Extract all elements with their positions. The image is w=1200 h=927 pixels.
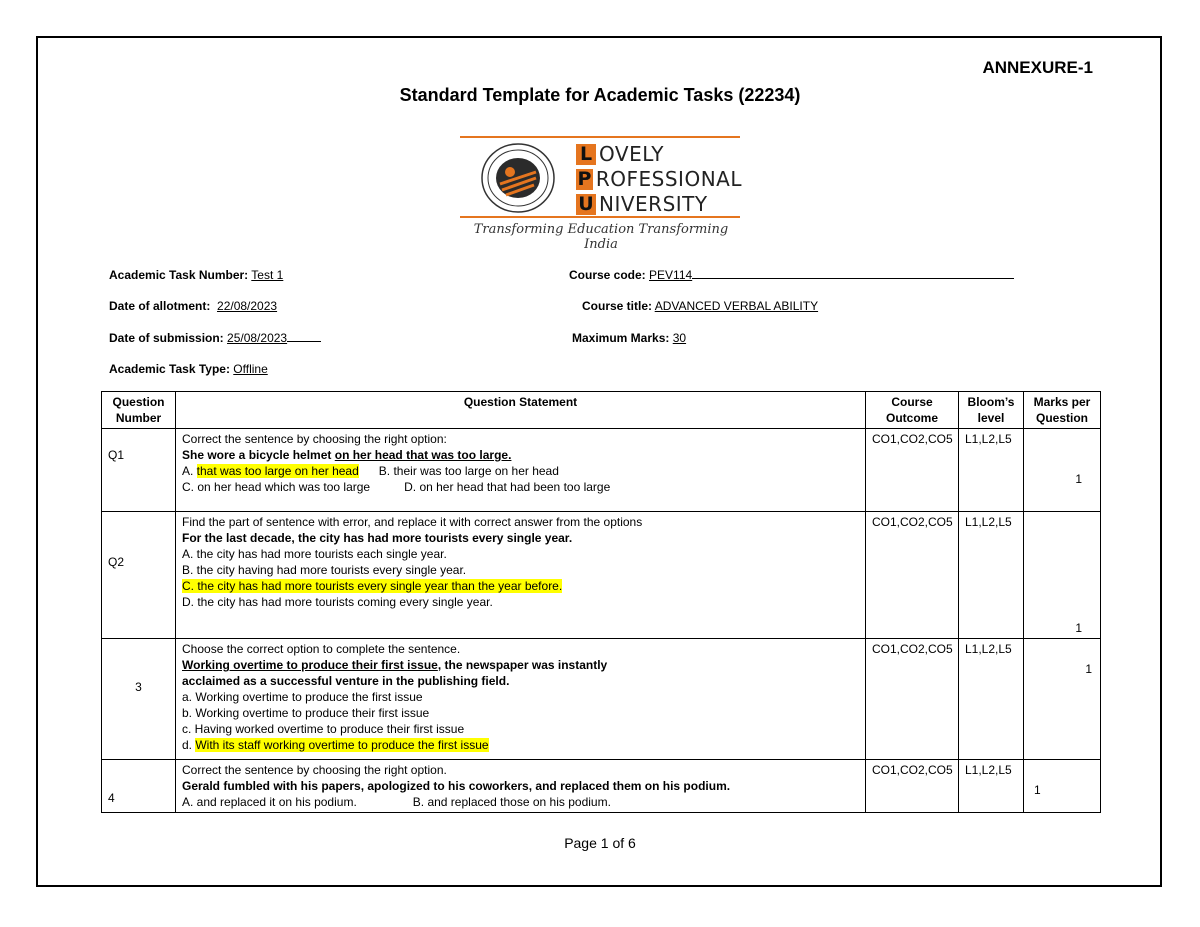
marks-cell: 1 xyxy=(1024,639,1101,760)
q3-sentence-line2: acclaimed as a successful venture in the publishing field. xyxy=(182,674,510,688)
q1-instruction: Correct the sentence by choosing the right option: xyxy=(182,432,447,446)
allotment-value: 22/08/2023 xyxy=(217,299,278,313)
course-title-field xyxy=(582,299,818,313)
table-row xyxy=(102,512,1101,639)
question-number-cell: 4 xyxy=(102,760,176,813)
q4-option-a: A. and replaced it on his podium. xyxy=(182,795,357,809)
blooms-level-cell: L1,L2,L5 xyxy=(959,760,1024,813)
logo-word-3: NIVERSITY xyxy=(599,192,708,216)
header-marks-per-question: Marks per Question xyxy=(1024,392,1101,429)
header-question-number: Question Number xyxy=(102,392,176,429)
question-statement-cell xyxy=(176,639,866,760)
q3-option-c: c. Having worked overtime to produce their first issue xyxy=(182,722,465,736)
allotment-label: Date of allotment: xyxy=(109,299,211,313)
course-code-label: Course code: xyxy=(569,268,646,282)
course-title-label: Course title: xyxy=(582,299,653,313)
logo-word-2: ROFESSIONAL xyxy=(595,167,742,191)
allotment-field xyxy=(109,299,277,313)
q3-option-a: a. Working overtime to produce the first issue xyxy=(182,690,423,704)
max-marks-field xyxy=(572,331,686,345)
logo-letter-l: L xyxy=(576,144,596,165)
q4-option-b: B. and replaced those on his podium. xyxy=(412,795,611,809)
max-marks-label: Maximum Marks: xyxy=(572,331,670,345)
logo-row-1 xyxy=(576,142,742,166)
logo-top-rule xyxy=(460,136,740,138)
q1-sentence: She wore a bicycle helmet on her head that was too large. xyxy=(182,448,512,462)
annexure-label: ANNEXURE-1 xyxy=(982,58,1093,77)
q1-option-a-highlight: that was too large on her head xyxy=(196,464,359,478)
q4-sentence: Gerald fumbled with his papers, apologized to his coworkers, and replaced them on his podium. xyxy=(182,779,731,793)
question-number-cell: 3 xyxy=(102,639,176,760)
blooms-level-cell: L1,L2,L5 xyxy=(959,639,1024,760)
q2-option-d: D. the city has had more tourists coming every single year. xyxy=(182,595,493,609)
q3-instruction: Choose the correct option to complete the sentence. xyxy=(182,642,461,656)
task-number-label: Academic Task Number: xyxy=(109,268,249,282)
page-number: Page 1 of 6 xyxy=(564,835,636,851)
submission-label: Date of submission: xyxy=(109,331,224,345)
q1-option-c: C. on her head which was too large xyxy=(182,480,371,494)
logo-bottom-rule xyxy=(460,216,740,218)
q2-sentence: For the last decade, the city has had more tourists every single year. xyxy=(182,531,573,545)
header-course-outcome: Course Outcome xyxy=(866,392,959,429)
course-outcome-cell: CO1,CO2,CO5 xyxy=(866,429,959,512)
course-outcome-cell: CO1,CO2,CO5 xyxy=(866,639,959,760)
logo-wordmark xyxy=(576,142,742,217)
logo-word-1: OVELY xyxy=(599,142,664,166)
q2-instruction: Find the part of sentence with error, and replace it with correct answer from the options xyxy=(182,515,643,529)
question-statement-cell xyxy=(176,429,866,512)
q2-option-b: B. the city having had more tourists every single year. xyxy=(182,563,467,577)
table-row xyxy=(102,760,1101,813)
q3-option-d: d. With its staff working overtime to produce the first issue xyxy=(182,738,489,752)
question-statement-cell xyxy=(176,512,866,639)
max-marks-value: 30 xyxy=(672,331,687,345)
marks-cell: 1 xyxy=(1024,429,1101,512)
course-outcome-cell: CO1,CO2,CO5 xyxy=(866,760,959,813)
blooms-level-cell: L1,L2,L5 xyxy=(959,429,1024,512)
submission-field xyxy=(109,331,321,345)
q3-sentence: Working overtime to produce their first issue, the newspaper was instantly xyxy=(182,658,608,672)
task-type-label: Academic Task Type: xyxy=(109,362,230,376)
document-title: Standard Template for Academic Tasks (22234) xyxy=(399,85,801,105)
university-seal-icon xyxy=(480,142,556,214)
logo-tagline: Transforming Education Transforming India xyxy=(473,222,729,252)
course-code-fill-line xyxy=(692,277,1014,279)
task-type-field xyxy=(109,362,268,376)
questions-table xyxy=(101,391,1101,813)
q1-options-ab: A. that was too large on her head B. their was too large on her head xyxy=(182,464,559,478)
q1-option-b: B. their was too large on her head xyxy=(378,464,559,478)
q1-option-d: D. on her head that had been too large xyxy=(404,480,611,494)
marks-cell: 1 xyxy=(1024,512,1101,639)
course-title-value: ADVANCED VERBAL ABILITY xyxy=(654,299,819,313)
university-logo xyxy=(460,136,742,252)
logo-letter-p: P xyxy=(577,168,592,190)
question-number-cell: Q1 xyxy=(102,429,176,512)
q2-option-c: C. the city has had more tourists every single year than the year before. xyxy=(182,579,563,593)
q4-options-ab xyxy=(182,794,859,810)
q3-option-b: b. Working overtime to produce their first issue xyxy=(182,706,430,720)
logo-row-2 xyxy=(576,167,742,191)
submission-fill-line xyxy=(287,340,321,342)
task-number-field xyxy=(109,268,283,282)
q4-instruction: Correct the sentence by choosing the right option. xyxy=(182,763,447,777)
logo-row-3 xyxy=(576,192,742,216)
table-header-row xyxy=(102,392,1101,429)
q1-options-cd xyxy=(182,479,859,495)
course-code-value: PEV114 xyxy=(649,268,693,282)
task-type-value: Offline xyxy=(233,362,268,376)
table-row xyxy=(102,429,1101,512)
task-number-value: Test 1 xyxy=(251,268,284,282)
course-outcome-cell: CO1,CO2,CO5 xyxy=(866,512,959,639)
table-row xyxy=(102,639,1101,760)
submission-value: 25/08/2023 xyxy=(227,331,288,345)
header-blooms-level: Bloom’s level xyxy=(959,392,1024,429)
question-number-cell: Q2 xyxy=(102,512,176,639)
header-question-statement: Question Statement xyxy=(176,392,866,429)
logo-letter-u: U xyxy=(576,194,596,215)
q2-option-a: A. the city has had more tourists each single year. xyxy=(182,547,447,561)
question-statement-cell xyxy=(176,760,866,813)
course-code-field xyxy=(569,268,1014,282)
marks-cell: 1 xyxy=(1024,760,1101,813)
blooms-level-cell: L1,L2,L5 xyxy=(959,512,1024,639)
